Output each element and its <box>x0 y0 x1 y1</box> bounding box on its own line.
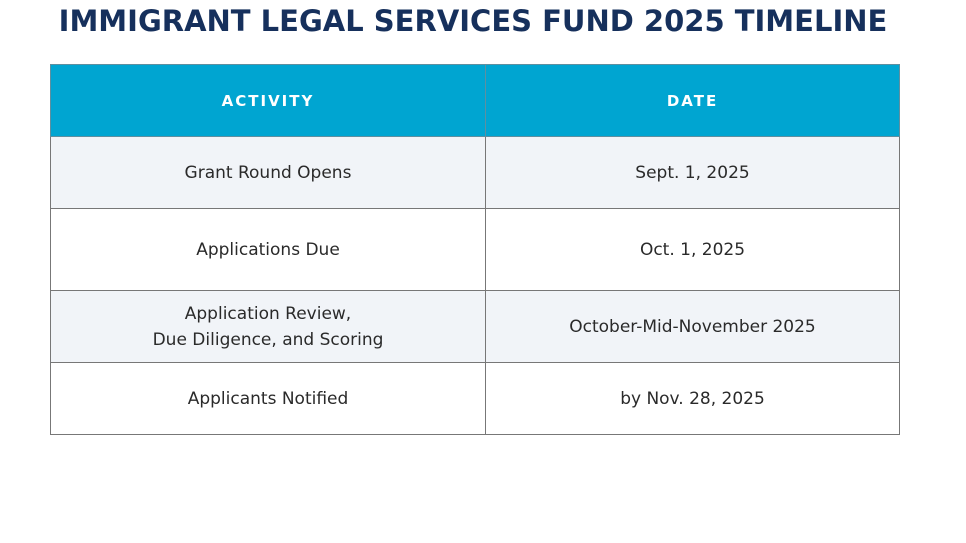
activity-text: Grant Round Opens <box>184 162 352 183</box>
table-row <box>51 137 900 209</box>
activity-text-line-1: Application Review, <box>184 303 352 324</box>
activity-text: Applications Due <box>196 239 340 260</box>
date-cell: October-Mid-November 2025 <box>486 291 900 363</box>
activity-cell <box>51 137 486 209</box>
timeline-table <box>50 64 900 435</box>
activity-cell <box>51 209 486 291</box>
column-header-date: DATE <box>486 65 900 137</box>
table-row <box>51 209 900 291</box>
date-cell: Oct. 1, 2025 <box>486 209 900 291</box>
table-row <box>51 363 900 435</box>
date-cell: by Nov. 28, 2025 <box>486 363 900 435</box>
date-cell: Sept. 1, 2025 <box>486 137 900 209</box>
activity-cell <box>51 291 486 363</box>
table-row <box>51 291 900 363</box>
activity-text: Applicants Notified <box>187 388 349 409</box>
page-title: IMMIGRANT LEGAL SERVICES FUND 2025 TIMELINE <box>58 4 888 38</box>
column-header-activity: ACTIVITY <box>51 65 486 137</box>
activity-cell <box>51 363 486 435</box>
table-header-row <box>51 65 900 137</box>
activity-text-line-2: Due Diligence, and Scoring <box>152 329 384 350</box>
